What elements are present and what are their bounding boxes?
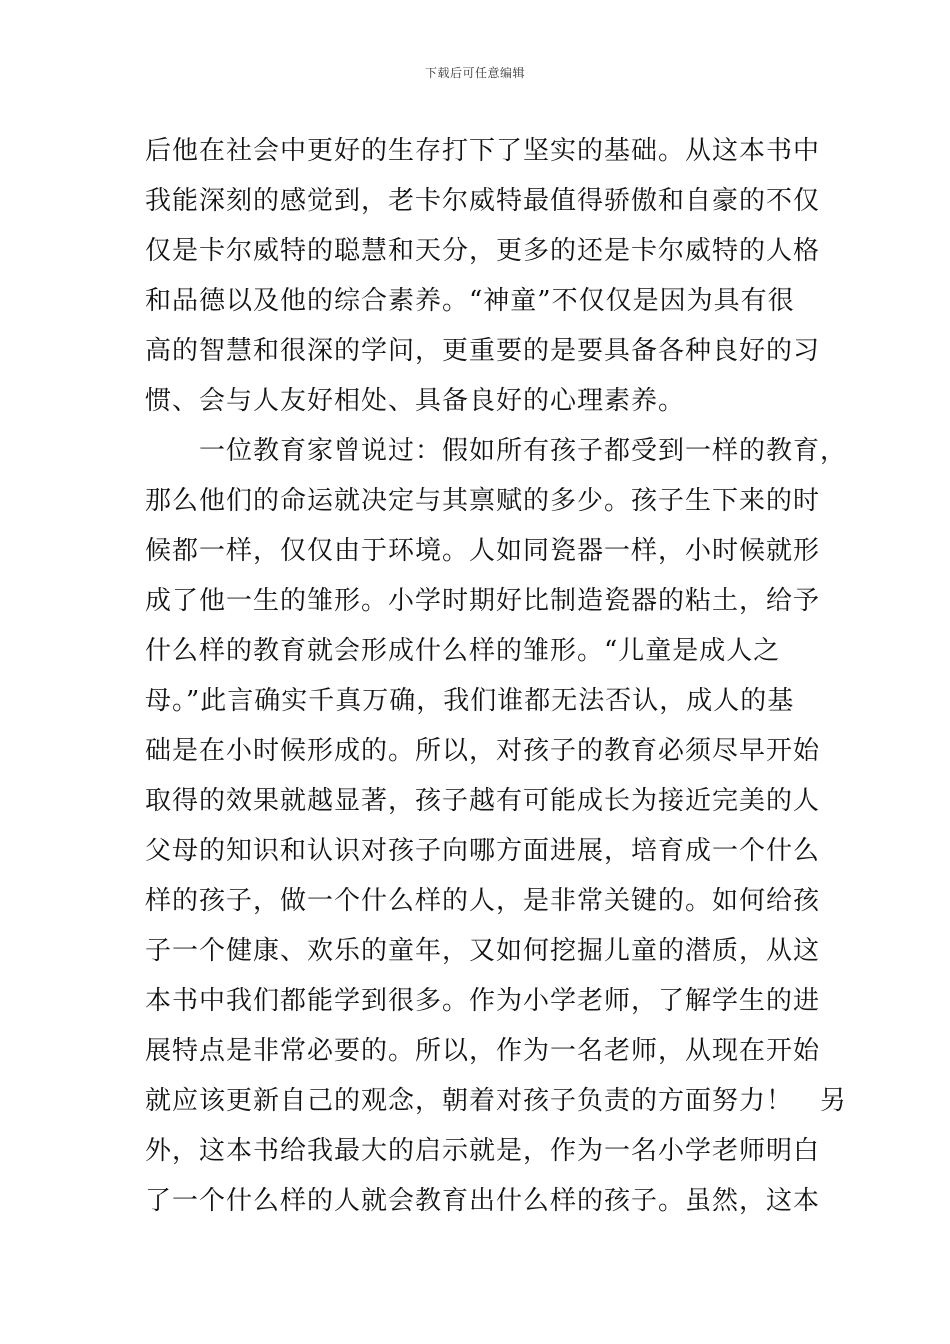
text-line: 外，这本书给我最大的启示就是，作为一名小学老师明白 xyxy=(145,1136,821,1166)
text-line: 候都一样，仅仅由于环境。人如同瓷器一样，小时候就形 xyxy=(145,536,821,566)
text-line: 惯、会与人友好相处、具备良好的心理素养。 xyxy=(145,386,686,416)
text-line: 本书中我们都能学到很多。作为小学老师，了解学生的进 xyxy=(145,986,821,1016)
page-header: 下载后可任意编辑 xyxy=(424,66,525,80)
text-line: 仅是卡尔威特的聪慧和天分，更多的还是卡尔威特的人格 xyxy=(145,236,821,266)
text-line: 展特点是非常必要的。所以，作为一名老师，从现在开始 xyxy=(145,1036,821,1066)
text-line: 取得的效果就越显著，孩子越有可能成长为接近完美的人 xyxy=(145,786,821,816)
text-line: 和品德以及他的综合素养。“神童”不仅仅是因为具有很 xyxy=(145,286,795,316)
text-line: 什么样的教育就会形成什么样的雏形。“儿童是成人之 xyxy=(145,636,781,666)
text-line: 成了他一生的雏形。小学时期好比制造瓷器的粘土，给予 xyxy=(145,586,821,616)
body-text xyxy=(145,126,848,1226)
text-line: 子一个健康、欢乐的童年，又如何挖掘儿童的潜质，从这 xyxy=(145,936,821,966)
text-line: 后他在社会中更好的生存打下了坚实的基础。从这本书中 xyxy=(145,136,821,166)
text-line: 了一个什么样的人就会教育出什么样的孩子。虽然，这本 xyxy=(145,1186,821,1216)
text-line: 母。”此言确实千真万确，我们谁都无法否认，成人的基 xyxy=(145,686,795,716)
text-line: 础是在小时候形成的。所以，对孩子的教育必须尽早开始 xyxy=(145,736,821,766)
text-line: 样的孩子，做一个什么样的人，是非常关键的。如何给孩 xyxy=(145,886,821,916)
text-line: 就应该更新自己的观念，朝着对孩子负责的方面努力！ 另 xyxy=(145,1086,848,1116)
text-line: 那么他们的命运就决定与其禀赋的多少。孩子生下来的时 xyxy=(145,486,821,516)
paragraph-first-line: 一位教育家曾说过：假如所有孩子都受到一样的教育， xyxy=(199,436,848,466)
text-line: 高的智慧和很深的学问，更重要的是要具备各种良好的习 xyxy=(145,336,821,366)
text-line: 我能深刻的感觉到，老卡尔威特最值得骄傲和自豪的不仅 xyxy=(145,186,821,216)
text-line: 父母的知识和认识对孩子向哪方面进展，培育成一个什么 xyxy=(145,836,821,866)
